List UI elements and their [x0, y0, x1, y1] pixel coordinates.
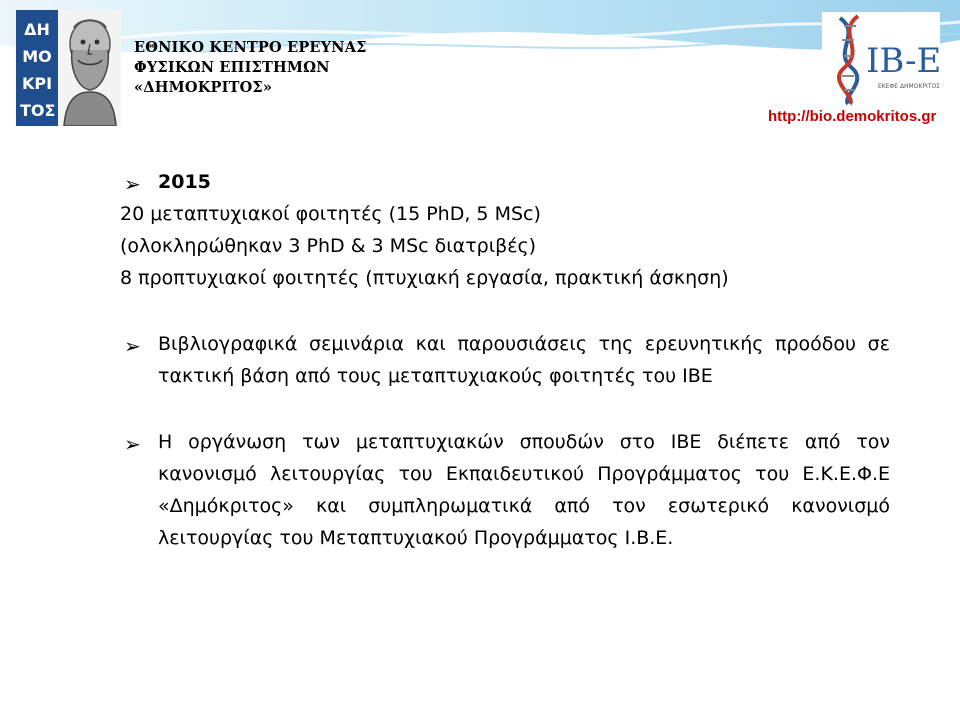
year-heading: 2015: [158, 171, 211, 193]
bullet-item-2015: [120, 166, 890, 198]
spacer: [120, 392, 890, 426]
organization-name: [134, 38, 367, 98]
org-name-line-2: ΦΥΣΙΚΩΝ ΕΠΙΣΤΗΜΩΝ: [134, 59, 330, 76]
arrow-bullet-icon: ➢: [124, 432, 141, 456]
bullet-item-regulation: [120, 426, 890, 554]
website-url[interactable]: http://bio.demokritos.gr: [768, 108, 937, 125]
seminars-text: Βιβλιογραφικά σεμινάρια και παρουσιάσεις της ερευνητικής προόδου σε τακτική βάση από τους μεταπτυχιακούς φοιτητές του ΙΒΕ: [158, 333, 890, 387]
ibe-logo: [822, 12, 940, 106]
slide-content: [120, 166, 890, 554]
stats-line-1: 20 μεταπτυχιακοί φοιτητές (15 PhD, 5 MSc): [120, 203, 541, 225]
org-name-line-3: «ΔΗΜΟΚΡΙΤΟΣ»: [134, 79, 273, 96]
arrow-bullet-icon: ➢: [124, 172, 141, 196]
bust-icon: [58, 10, 121, 126]
stats-line-3: 8 προπτυχιακοί φοιτητές (πτυχιακή εργασία, πρακτική άσκηση): [120, 267, 729, 289]
dna-helix-icon: [822, 12, 940, 106]
logo-letters: ΔΗ ΜΟ ΚΡΙ ΤΟΣ: [20, 20, 56, 120]
demokritos-logo: [16, 10, 121, 126]
bullet-item-seminars: [120, 328, 890, 392]
spacer: [120, 294, 890, 328]
stats-line-2: (ολοκληρώθηκαν 3 PhD & 3 MSc διατριβές): [120, 235, 537, 257]
ibe-logo-mark: IB-E: [866, 41, 940, 81]
org-name-line-1: ΕΘΝΙΚΟ ΚΕΝΤΡΟ ΕΡΕΥΝΑΣ: [134, 39, 367, 56]
ibe-logo-subtitle: ΕΚΕΦΕ ΔΗΜΟΚΡΙΤΟΣ: [878, 83, 940, 90]
regulation-text: Η οργάνωση των μεταπτυχιακών σπουδών στο ΙΒΕ διέπετε από τον κανονισμό λειτουργίας του Εκπαιδευτικού Προγράμματος του Ε.Κ.Ε.Φ.Ε «Δημόκριτος» και συμπληρωματικά από τον εσωτερικό κανονισμό λειτουργίας του Μεταπτυχιακού Προγράμματος Ι.Β.Ε.: [158, 431, 890, 549]
arrow-bullet-icon: ➢: [124, 334, 141, 358]
